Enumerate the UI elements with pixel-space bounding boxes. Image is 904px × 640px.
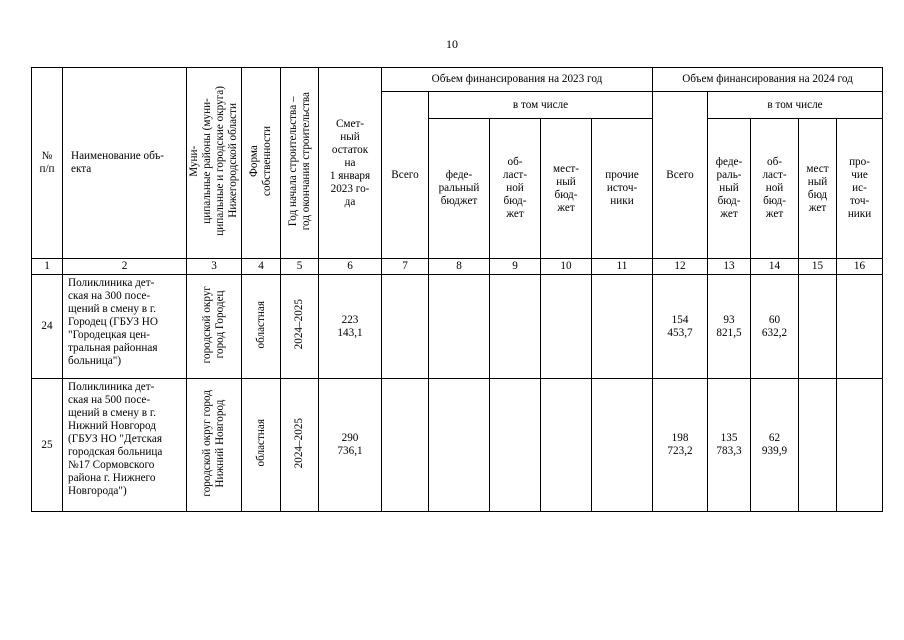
column-number: 1 (32, 259, 63, 275)
header-including-2024: в том числе (708, 92, 883, 119)
row-no: 25 (32, 379, 63, 512)
row-other-2023 (592, 275, 653, 379)
column-number: 16 (837, 259, 883, 275)
column-number: 10 (541, 259, 592, 275)
column-number: 9 (490, 259, 541, 275)
header-name: Наименование объ- екта (63, 68, 187, 259)
header-regional-2023: об- ласт- ной бюд- жет (490, 119, 541, 259)
column-number: 2 (63, 259, 187, 275)
column-number: 15 (799, 259, 837, 275)
column-number: 14 (751, 259, 799, 275)
header-local-2023: мест- ный бюд- жет (541, 119, 592, 259)
row-regional-2024: 60 632,2 (751, 275, 799, 379)
header-federal-2023: феде- ральный бюджет (429, 119, 490, 259)
row-federal-2024: 135 783,3 (708, 379, 751, 512)
row-total-2024: 154 453,7 (653, 275, 708, 379)
column-number: 3 (187, 259, 242, 275)
row-ownership: областная (242, 275, 281, 379)
column-number-row (32, 259, 883, 275)
table-row (32, 275, 883, 379)
row-ownership: областная (242, 379, 281, 512)
financing-table (31, 67, 883, 512)
row-regional-2024: 62 939,9 (751, 379, 799, 512)
header-other-2023: прочие источ- ники (592, 119, 653, 259)
header-total-2024: Всего (653, 92, 708, 259)
header-municipality: Муни- ципальные районы (муни- ципальные и городские округа) Нижегородской области (187, 68, 242, 259)
row-no: 24 (32, 275, 63, 379)
row-federal-2023 (429, 275, 490, 379)
header-fin-2023: Объем финансирования на 2023 год (382, 68, 653, 92)
row-total-2023 (382, 379, 429, 512)
row-other-2024 (837, 379, 883, 512)
row-local-2023 (541, 275, 592, 379)
row-federal-2024: 93 821,5 (708, 275, 751, 379)
header-local-2024: мест ный бюд жет (799, 119, 837, 259)
row-local-2023 (541, 379, 592, 512)
row-other-2023 (592, 379, 653, 512)
column-number: 6 (319, 259, 382, 275)
column-number: 7 (382, 259, 429, 275)
header-estimate: Смет- ный остаток на 1 января 2023 го- да (319, 68, 382, 259)
row-years: 2024–2025 (281, 275, 319, 379)
row-estimate: 223 143,1 (319, 275, 382, 379)
row-total-2024: 198 723,2 (653, 379, 708, 512)
column-number: 13 (708, 259, 751, 275)
row-regional-2023 (490, 379, 541, 512)
row-federal-2023 (429, 379, 490, 512)
row-regional-2023 (490, 275, 541, 379)
row-municipality: городской округ город Городец (187, 275, 242, 379)
header-years: Год начала строительства – год окончания строительства (281, 68, 319, 259)
header-total-2023: Всего (382, 92, 429, 259)
row-name: Поликлиника дет- ская на 300 посе- щений в смену в г. Городец (ГБУЗ НО "Городецкая цен- тральная районная больница") (63, 275, 187, 379)
row-total-2023 (382, 275, 429, 379)
row-other-2024 (837, 275, 883, 379)
table-row (32, 379, 883, 512)
row-municipality: городской округ город Нижний Новгород (187, 379, 242, 512)
row-local-2024 (799, 275, 837, 379)
header-ownership: Форма собственности (242, 68, 281, 259)
header-other-2024: про- чие ис- точ- ники (837, 119, 883, 259)
header-federal-2024: феде- раль- ный бюд- жет (708, 119, 751, 259)
row-name: Поликлиника дет- ская на 500 посе- щений в смену в г. Нижний Новгород (ГБУЗ НО "Детская городская больница №17 Сормовского района г. Нижнего Новгорода") (63, 379, 187, 512)
row-estimate: 290 736,1 (319, 379, 382, 512)
row-years: 2024–2025 (281, 379, 319, 512)
page-number: 10 (446, 37, 458, 51)
column-number: 5 (281, 259, 319, 275)
row-local-2024 (799, 379, 837, 512)
header-fin-2024: Объем финансирования на 2024 год (653, 68, 883, 92)
header-regional-2024: об- ласт- ной бюд- жет (751, 119, 799, 259)
column-number: 11 (592, 259, 653, 275)
header-no: № п/п (32, 68, 63, 259)
column-number: 4 (242, 259, 281, 275)
header-including-2023: в том числе (429, 92, 653, 119)
column-number: 12 (653, 259, 708, 275)
column-number: 8 (429, 259, 490, 275)
